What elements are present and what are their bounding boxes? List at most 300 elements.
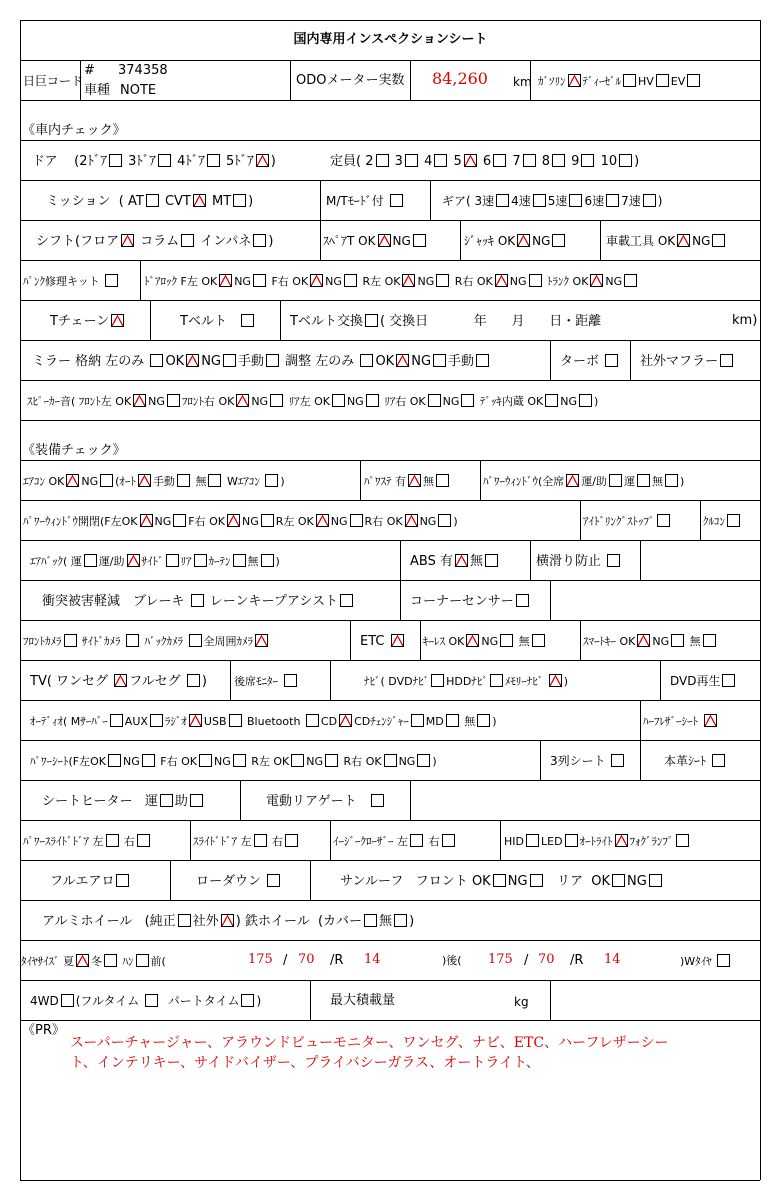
gear-6-checkbox[interactable] xyxy=(606,194,619,207)
gear-label: ギア( xyxy=(442,194,471,208)
sr-rear-ng-label: NG xyxy=(626,874,647,889)
leather-label: 本革ｼｰﾄ xyxy=(664,754,707,768)
aftermarket-label: 社外 xyxy=(192,914,219,929)
year-label: 年 xyxy=(473,314,487,329)
slide-label: ｽﾗｲﾄﾞﾄﾞｱ xyxy=(193,835,237,848)
skid-checkbox[interactable] xyxy=(607,554,620,567)
gear-4-checkbox[interactable] xyxy=(533,194,546,207)
spk-fl-ng-checkbox[interactable] xyxy=(167,394,180,407)
audio-none-label: 無 xyxy=(464,715,476,728)
fulltime-checkbox[interactable] xyxy=(145,994,158,1007)
lock-fr-ng-checkbox[interactable] xyxy=(344,274,357,287)
dvd-navi-checkbox[interactable] xyxy=(431,674,444,687)
mserver-checkbox[interactable] xyxy=(110,714,123,727)
cap-9-checkbox[interactable] xyxy=(581,154,594,167)
tv-row xyxy=(30,674,207,689)
tbelt-checkbox[interactable] xyxy=(241,314,254,327)
pwo-fl-ok-checkbox[interactable] xyxy=(140,514,153,527)
idlingstop-checkbox[interactable] xyxy=(657,514,670,527)
at-label: AT xyxy=(127,194,144,209)
pwo-fr-label: F右 xyxy=(188,515,206,528)
dvdplay-row xyxy=(670,674,737,688)
aircon-ok-checkbox[interactable] xyxy=(66,474,79,487)
sr-rear-ng-checkbox[interactable] xyxy=(649,874,662,887)
tools-ng-checkbox[interactable] xyxy=(712,234,725,247)
tchain-label: Tチェーン xyxy=(50,314,110,329)
cap-2-label: 2 xyxy=(365,154,374,169)
spare-ng-checkbox[interactable] xyxy=(413,234,426,247)
cruise-checkbox[interactable] xyxy=(727,514,740,527)
cap-7-checkbox[interactable] xyxy=(523,154,536,167)
tbelt-exchange-row xyxy=(290,314,601,329)
tv-close: ) xyxy=(201,674,207,689)
fullseg-checkbox[interactable] xyxy=(187,674,200,687)
aircon-w-checkbox[interactable] xyxy=(265,474,278,487)
led-label: LED xyxy=(541,835,563,848)
pst-fl-ng-label: NG xyxy=(123,755,140,768)
cornersensor-checkbox[interactable] xyxy=(516,594,529,607)
lock-rl-ok-label: OK xyxy=(384,275,401,288)
pw-none-checkbox[interactable] xyxy=(665,474,678,487)
powerslide-left-label: 左 xyxy=(92,835,104,848)
halfleather-checkbox[interactable] xyxy=(704,714,717,727)
ab-driver-label: 運 xyxy=(70,555,82,568)
floor-checkbox[interactable] xyxy=(121,234,134,247)
pst-rr-label: R右 xyxy=(343,755,363,768)
tchain-checkbox[interactable] xyxy=(111,314,124,327)
lock-fl-ng-checkbox[interactable] xyxy=(253,274,266,287)
winter-checkbox[interactable] xyxy=(104,954,117,967)
keyless-ok-checkbox[interactable] xyxy=(466,634,479,647)
tire-rear-label: )後( xyxy=(442,954,462,967)
gear-close: ) xyxy=(657,194,663,208)
cap-8-checkbox[interactable] xyxy=(552,154,565,167)
pw-driverpass-checkbox[interactable] xyxy=(609,474,622,487)
steel-label: 鉄ホイール xyxy=(244,914,310,929)
adjust-manual-checkbox[interactable] xyxy=(476,354,489,367)
pwo-fl-ng-checkbox[interactable] xyxy=(173,514,186,527)
door-4-checkbox[interactable] xyxy=(207,154,220,167)
audio-none-checkbox[interactable] xyxy=(477,714,490,727)
ab-none-checkbox[interactable] xyxy=(261,554,274,567)
keyless-none-checkbox[interactable] xyxy=(532,634,545,647)
ps-no-checkbox[interactable] xyxy=(436,474,449,487)
pw-driver-checkbox[interactable] xyxy=(637,474,650,487)
mission-row xyxy=(46,194,253,209)
lock-fl-ok-checkbox[interactable] xyxy=(219,274,232,287)
puncture-checkbox[interactable] xyxy=(105,274,118,287)
front-camera-checkbox[interactable] xyxy=(64,634,77,647)
mt-checkbox[interactable] xyxy=(233,194,246,207)
lock-fr-ok-checkbox[interactable] xyxy=(310,274,323,287)
aircon-ng-checkbox[interactable] xyxy=(100,474,113,487)
spk-deck-label: ﾃﾞｯｷ内蔵 xyxy=(479,395,524,408)
jack-ok-checkbox[interactable] xyxy=(517,234,530,247)
ab-rear-checkbox[interactable] xyxy=(194,554,207,567)
lock-fr-ng-label: NG xyxy=(325,275,342,288)
door-2-checkbox[interactable] xyxy=(109,154,122,167)
fullaero-checkbox[interactable] xyxy=(116,874,129,887)
bluetooth-label: Bluetooth xyxy=(247,715,301,728)
aftermarket-checkbox[interactable] xyxy=(221,914,234,927)
pst-rr-ng-checkbox[interactable] xyxy=(417,754,430,767)
pw-close: ) xyxy=(680,475,685,488)
tbelt-exchange-checkbox[interactable] xyxy=(365,314,378,327)
pst-close: ) xyxy=(432,755,437,768)
keyless-ok-label: OK xyxy=(448,635,465,648)
pwo-rl-ng-checkbox[interactable] xyxy=(350,514,363,527)
cap-5-checkbox[interactable] xyxy=(464,154,477,167)
spk-rr-ok-label: OK xyxy=(409,395,426,408)
aux-checkbox[interactable] xyxy=(150,714,163,727)
pst-fr-ng-checkbox[interactable] xyxy=(233,754,246,767)
sh-pass-checkbox[interactable] xyxy=(190,794,203,807)
cap-5-label: 5 xyxy=(453,154,462,169)
cornersensor-row xyxy=(410,594,531,609)
mission-label: ミッション xyxy=(46,194,111,209)
mission-close: ) xyxy=(248,194,254,209)
back-camera-checkbox[interactable] xyxy=(189,634,202,647)
speaker-close: ) xyxy=(594,395,599,408)
door-5-checkbox[interactable] xyxy=(256,154,269,167)
keyless-ng-checkbox[interactable] xyxy=(500,634,513,647)
spk-deck-ok-label: OK xyxy=(527,395,544,408)
parttime-checkbox[interactable] xyxy=(241,994,254,1007)
halfleather-row xyxy=(643,714,719,729)
spk-rr-ng-checkbox[interactable] xyxy=(461,394,474,407)
lock-trunk-ng-checkbox[interactable] xyxy=(624,274,637,287)
lock-fl-ng-label: NG xyxy=(234,275,251,288)
around-camera-checkbox[interactable] xyxy=(255,634,268,647)
md-checkbox[interactable] xyxy=(446,714,459,727)
slide-right-checkbox[interactable] xyxy=(285,834,298,847)
column-checkbox[interactable] xyxy=(181,234,194,247)
smartkey-ng-label: NG xyxy=(652,635,670,648)
side-camera-label: ｻｲﾄﾞｶﾒﾗ xyxy=(82,635,121,648)
car-type-label: 車種 xyxy=(84,83,111,98)
cdchanger-checkbox[interactable] xyxy=(411,714,424,727)
spk-fl-ng-label: NG xyxy=(148,395,165,408)
usb-checkbox[interactable] xyxy=(229,714,242,727)
spk-rr-ok-checkbox[interactable] xyxy=(428,394,441,407)
summer-label: 夏 xyxy=(63,955,74,968)
tire-label: ﾀｲﾔｻｲｽﾞ xyxy=(21,955,60,968)
cap-10-label: 10 xyxy=(600,154,618,169)
ps-yes-label: 有 xyxy=(395,475,406,488)
cd-checkbox[interactable] xyxy=(339,714,352,727)
pst-fr-ok-label: OK xyxy=(181,755,197,768)
cap-4-label: 4 xyxy=(424,154,433,169)
lock-rl-ok-checkbox[interactable] xyxy=(402,274,415,287)
sunroof-rear-label: リア xyxy=(556,874,583,889)
mirror-adjust-checkbox[interactable] xyxy=(360,354,373,367)
han-checkbox[interactable] xyxy=(136,954,149,967)
side-camera-checkbox[interactable] xyxy=(126,634,139,647)
idlingstop-row xyxy=(583,514,672,529)
fold-ng-checkbox[interactable] xyxy=(223,354,236,367)
spk-rr-label: ﾘｱ右 xyxy=(384,395,407,408)
pst-fl-ok-checkbox[interactable] xyxy=(108,754,121,767)
muffler-checkbox[interactable] xyxy=(720,354,733,367)
mirror-fold-checkbox[interactable] xyxy=(150,354,163,367)
ab-close: ) xyxy=(275,555,280,568)
gear-5-checkbox[interactable] xyxy=(569,194,582,207)
dvdplay-checkbox[interactable] xyxy=(722,674,735,687)
pw-driver-label: 運 xyxy=(624,475,636,488)
pwo-fr-ok-label: OK xyxy=(209,515,225,528)
wheel-close2: ) xyxy=(409,914,415,929)
lock-rr-ok-checkbox[interactable] xyxy=(495,274,508,287)
speaker-row xyxy=(27,394,598,409)
reargate-checkbox[interactable] xyxy=(371,794,384,807)
floor-label: フロア xyxy=(80,234,120,249)
pwo-rr-ng-checkbox[interactable] xyxy=(438,514,451,527)
pst-rl-ng-checkbox[interactable] xyxy=(325,754,338,767)
spk-rl-ok-checkbox[interactable] xyxy=(332,394,345,407)
inpane-checkbox[interactable] xyxy=(253,234,266,247)
smartkey-ng-checkbox[interactable] xyxy=(671,634,684,647)
turbo-checkbox[interactable] xyxy=(605,354,618,367)
pw-open-row xyxy=(23,514,458,529)
mirror-adjust-label: 調整 左のみ xyxy=(285,354,355,369)
genuine-checkbox[interactable] xyxy=(178,914,191,927)
lanekeep-checkbox[interactable] xyxy=(340,594,353,607)
adjust-ok-label: OK xyxy=(375,354,395,369)
adjust-ng-checkbox[interactable] xyxy=(433,354,446,367)
powerseat-label: ﾊﾟﾜｰｼｰﾄ( xyxy=(30,755,73,768)
lanekeep-label: レーンキープアシスト xyxy=(209,594,338,609)
lowdown-checkbox[interactable] xyxy=(267,874,280,887)
aircon-ok-label: OK xyxy=(48,475,65,488)
abs-yes-label: 有 xyxy=(439,554,453,569)
spk-fr-ng-checkbox[interactable] xyxy=(270,394,283,407)
interior-section-heading: 《車内チェック》 xyxy=(22,123,126,138)
pst-rr-ok-checkbox[interactable] xyxy=(384,754,397,767)
tbelt-km-label xyxy=(732,314,757,328)
hid-label: HID xyxy=(504,835,524,848)
jack-label: ｼﾞｬｯｷ xyxy=(464,234,495,248)
ab-driverpass-checkbox[interactable] xyxy=(127,554,140,567)
aircon-row xyxy=(23,474,285,489)
aircon-none-checkbox[interactable] xyxy=(208,474,221,487)
sr-rear-ok-checkbox[interactable] xyxy=(612,874,625,887)
front-rim: 14 xyxy=(364,952,381,967)
spk-deck-ng-label: NG xyxy=(560,395,577,408)
fourwd-checkbox[interactable] xyxy=(61,994,74,1007)
spare-ok-checkbox[interactable] xyxy=(378,234,391,247)
spare-ok-label: OK xyxy=(358,234,376,248)
pst-fl-ng-checkbox[interactable] xyxy=(142,754,155,767)
sr-front-ng-checkbox[interactable] xyxy=(530,874,543,887)
spk-rr-ng-label: NG xyxy=(442,395,460,408)
front-ratio: 70 xyxy=(298,952,315,967)
smartkey-ok-checkbox[interactable] xyxy=(637,634,650,647)
pst-fr-ok-checkbox[interactable] xyxy=(199,754,212,767)
easy-right-checkbox[interactable] xyxy=(442,834,455,847)
abs-yes-checkbox[interactable] xyxy=(455,554,468,567)
fold-manual-label: 手動 xyxy=(238,354,265,369)
sr-front-ng-label: NG xyxy=(507,874,528,889)
mserver-label: Mｻｰﾊﾞｰ xyxy=(70,715,108,728)
cap-9-label: 9 xyxy=(571,154,580,169)
slide-left-checkbox[interactable] xyxy=(254,834,267,847)
diesel-checkbox[interactable] xyxy=(623,74,636,87)
door-3-checkbox[interactable] xyxy=(158,154,171,167)
capacity-row xyxy=(330,154,639,169)
wheel-none-checkbox[interactable] xyxy=(394,914,407,927)
powerseat-row xyxy=(30,754,437,769)
door-2-label: (2ﾄﾞｱ xyxy=(74,154,107,169)
parttime-label: パートタイム xyxy=(167,994,240,1008)
rearmonitor-checkbox[interactable] xyxy=(284,674,297,687)
gear-row xyxy=(442,194,662,208)
cover-checkbox[interactable] xyxy=(364,914,377,927)
spk-fr-ok-checkbox[interactable] xyxy=(236,394,249,407)
pst-fl-label: F左 xyxy=(72,755,91,768)
reargate-label: 電動リアゲート xyxy=(266,794,357,809)
third-row-checkbox[interactable] xyxy=(611,754,624,767)
lock-fl-label: F左 xyxy=(180,275,198,288)
at-checkbox[interactable] xyxy=(146,194,159,207)
gasoline-checkbox[interactable] xyxy=(568,74,581,87)
ev-checkbox[interactable] xyxy=(687,74,700,87)
winter-label: 冬 xyxy=(91,955,102,968)
radio-checkbox[interactable] xyxy=(189,714,202,727)
fold-manual-checkbox[interactable] xyxy=(266,354,279,367)
tire-front-label: 前( xyxy=(150,955,166,968)
maxload-unit: kg xyxy=(514,995,529,1009)
ab-side-checkbox[interactable] xyxy=(166,554,179,567)
easycloser-row xyxy=(333,834,457,849)
audio-label: ｵｰﾃﾞｨｵ( xyxy=(30,715,68,728)
cruise-row xyxy=(703,514,742,529)
ab-curtain-checkbox[interactable] xyxy=(233,554,246,567)
pwo-rl-ok-checkbox[interactable] xyxy=(316,514,329,527)
mt-mode-checkbox[interactable] xyxy=(390,194,403,207)
oneseg-checkbox[interactable] xyxy=(114,674,127,687)
code-label: 日巨コード xyxy=(23,74,84,88)
front-camera-label: ﾌﾛﾝﾄｶﾒﾗ xyxy=(23,635,62,648)
smartkey-row xyxy=(583,634,718,649)
wtire-checkbox[interactable] xyxy=(717,954,730,967)
puncture-label: ﾊﾟﾝｸ修理キット xyxy=(23,275,100,288)
cap-3-checkbox[interactable] xyxy=(405,154,418,167)
lock-rr-ng-checkbox[interactable] xyxy=(529,274,542,287)
pst-fr-label: F右 xyxy=(160,755,178,768)
tools-ng-label: NG xyxy=(692,234,711,248)
muffler-row xyxy=(640,354,735,369)
bluetooth-checkbox[interactable] xyxy=(306,714,319,727)
keyless-none-label: 無 xyxy=(518,635,530,648)
foglamp-checkbox[interactable] xyxy=(676,834,689,847)
cvt-checkbox[interactable] xyxy=(193,194,206,207)
tools-ok-checkbox[interactable] xyxy=(677,234,690,247)
lock-trunk-ok-checkbox[interactable] xyxy=(590,274,603,287)
hv-label: HV xyxy=(638,75,654,88)
pst-rl-ok-checkbox[interactable] xyxy=(291,754,304,767)
fold-ok-checkbox[interactable] xyxy=(186,354,199,367)
easy-left-checkbox[interactable] xyxy=(410,834,423,847)
cap-2-checkbox[interactable] xyxy=(376,154,389,167)
pwo-rr-ok-checkbox[interactable] xyxy=(405,514,418,527)
pst-rl-ng-label: NG xyxy=(306,755,324,768)
powerslide-right-checkbox[interactable] xyxy=(137,834,150,847)
cap-4-checkbox[interactable] xyxy=(434,154,447,167)
tbelt-open: ( xyxy=(379,314,386,329)
hdd-navi-checkbox[interactable] xyxy=(490,674,503,687)
cornersensor-label: コーナーセンサー xyxy=(410,594,514,609)
hv-checkbox[interactable] xyxy=(656,74,669,87)
spk-rl-ng-checkbox[interactable] xyxy=(366,394,379,407)
spk-fl-ok-checkbox[interactable] xyxy=(133,394,146,407)
sh-driver-checkbox[interactable] xyxy=(160,794,173,807)
led-checkbox[interactable] xyxy=(565,834,578,847)
pwo-rr-label: R右 xyxy=(364,515,384,528)
pw-none-label: 無 xyxy=(652,475,664,488)
jack-ng-checkbox[interactable] xyxy=(552,234,565,247)
pwo-fl-ng-label: NG xyxy=(154,515,172,528)
pr-label: 《PR》 xyxy=(22,1023,65,1038)
gear-7-checkbox[interactable] xyxy=(643,194,656,207)
gear-3-checkbox[interactable] xyxy=(496,194,509,207)
aircon-manual-checkbox[interactable] xyxy=(177,474,190,487)
cruise-label: ｸﾙｺﾝ xyxy=(703,515,725,528)
slide-left-label: 左 xyxy=(240,835,252,848)
abs-no-checkbox[interactable] xyxy=(485,554,498,567)
memory-navi-checkbox[interactable] xyxy=(549,674,562,687)
spk-deck-ng-checkbox[interactable] xyxy=(579,394,592,407)
smartkey-none-checkbox[interactable] xyxy=(703,634,716,647)
lock-rl-ng-checkbox[interactable] xyxy=(436,274,449,287)
cap-8-label: 8 xyxy=(541,154,551,169)
mt-mode-row xyxy=(326,194,405,208)
spk-deck-ok-checkbox[interactable] xyxy=(545,394,558,407)
shift-row xyxy=(36,234,273,249)
pwo-fr-ok-checkbox[interactable] xyxy=(227,514,240,527)
lock-trunk-ok-label: OK xyxy=(572,275,589,288)
pw-all-checkbox[interactable] xyxy=(566,474,579,487)
aircon-auto-checkbox[interactable] xyxy=(138,474,151,487)
ps-yes-checkbox[interactable] xyxy=(408,474,421,487)
ab-driver-checkbox[interactable] xyxy=(84,554,97,567)
md-label: MD xyxy=(425,715,444,728)
hid-checkbox[interactable] xyxy=(526,834,539,847)
adjust-ok-checkbox[interactable] xyxy=(396,354,409,367)
door-4-label: 4ﾄﾞｱ xyxy=(177,154,205,169)
rear-width: 175 xyxy=(488,952,513,967)
summer-checkbox[interactable] xyxy=(76,954,89,967)
cap-10-checkbox[interactable] xyxy=(619,154,632,167)
doorlock-row xyxy=(144,274,639,289)
reargate-row xyxy=(266,794,386,809)
lowdown-label: ローダウン xyxy=(196,874,262,889)
sr-front-ok-checkbox[interactable] xyxy=(493,874,506,887)
navi-label: ﾅﾋﾞ( xyxy=(364,675,385,688)
leather-checkbox[interactable] xyxy=(712,754,725,767)
collision-checkbox[interactable] xyxy=(191,594,204,607)
lock-rr-ok-label: OK xyxy=(476,275,493,288)
usb-label: USB xyxy=(203,715,227,728)
autolight-checkbox[interactable] xyxy=(615,834,628,847)
pwo-fr-ng-checkbox[interactable] xyxy=(261,514,274,527)
etc-checkbox[interactable] xyxy=(391,634,404,647)
powerslide-left-checkbox[interactable] xyxy=(106,834,119,847)
easy-left-label: 左 xyxy=(397,835,408,848)
skid-row xyxy=(536,554,622,569)
tools-label: 車載工具 xyxy=(606,234,655,248)
easycloser-label: ｲｰｼﾞｰｸﾛｰｻﾞｰ xyxy=(333,835,394,848)
cap-6-checkbox[interactable] xyxy=(493,154,506,167)
